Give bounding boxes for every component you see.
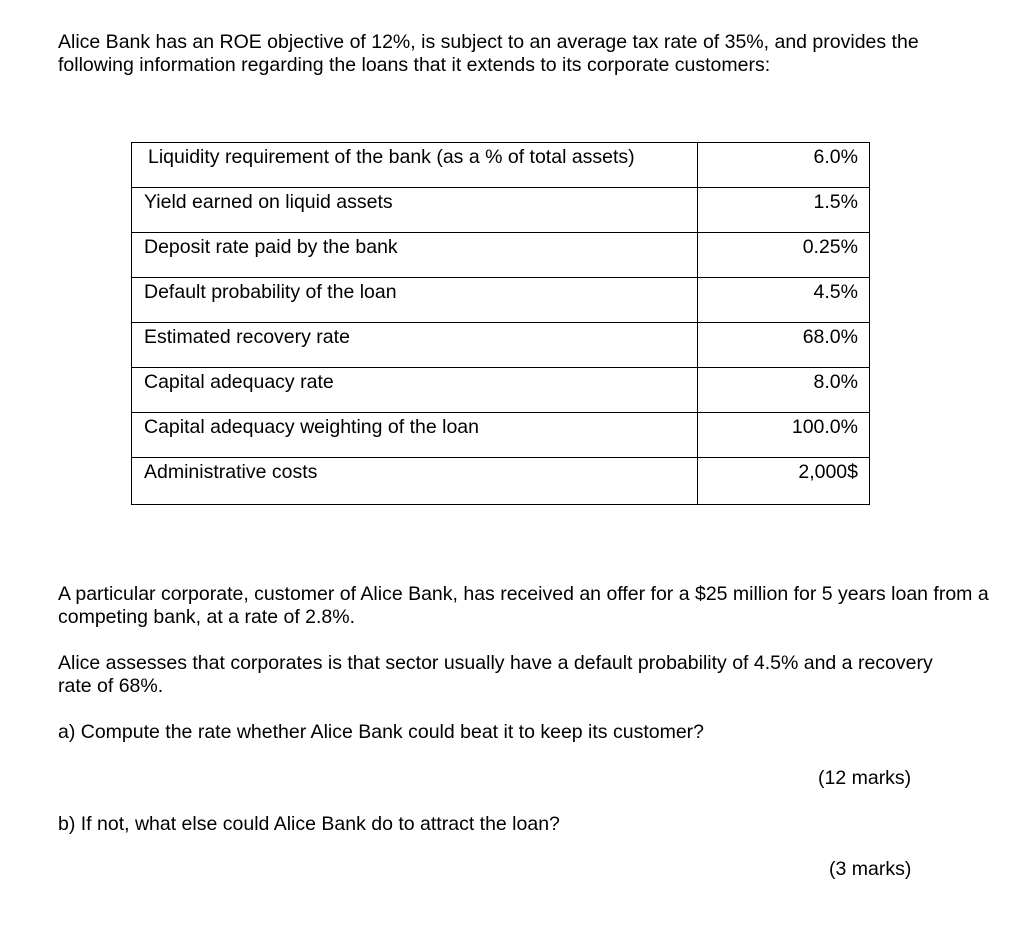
table-row [132, 278, 870, 323]
row-label: Estimated recovery rate [132, 323, 698, 368]
intro-paragraph: Alice Bank has an ROE objective of 12%, is subject to an average tax rate of 35%, and provides the following information regarding the loans that it extends to its corporate customers: [58, 31, 919, 76]
question-a: a) Compute the rate whether Alice Bank could beat it to keep its customer? [58, 721, 705, 743]
row-value: 2,000$ [698, 458, 870, 505]
table-row [132, 233, 870, 278]
row-label: Capital adequacy rate [132, 368, 698, 413]
row-label: Liquidity requirement of the bank (as a % of total assets) [132, 143, 698, 188]
table-row [132, 458, 870, 505]
row-value: 4.5% [698, 278, 870, 323]
question-a-marks: (12 marks) [818, 767, 912, 789]
row-value: 8.0% [698, 368, 870, 413]
row-value: 6.0% [698, 143, 870, 188]
table-row [132, 143, 870, 188]
assessment-paragraph: Alice assesses that corporates is that sector usually have a default probability of 4.5% and a recovery rate of 68%. [58, 652, 933, 697]
question-b-marks: (3 marks) [829, 858, 912, 880]
table-row [132, 413, 870, 458]
row-label: Default probability of the loan [132, 278, 698, 323]
offer-paragraph: A particular corporate, customer of Alice Bank, has received an offer for a $25 million for 5 years loan from a competing bank, at a rate of 2.8%. [58, 583, 989, 628]
row-label: Administrative costs [132, 458, 698, 505]
row-label: Deposit rate paid by the bank [132, 233, 698, 278]
table-row [132, 368, 870, 413]
question-b: b) If not, what else could Alice Bank do to attract the loan? [58, 813, 560, 835]
table-row [132, 188, 870, 233]
row-value: 68.0% [698, 323, 870, 368]
table-row [132, 323, 870, 368]
row-value: 0.25% [698, 233, 870, 278]
row-value: 1.5% [698, 188, 870, 233]
row-value: 100.0% [698, 413, 870, 458]
row-label: Capital adequacy weighting of the loan [132, 413, 698, 458]
row-label: Yield earned on liquid assets [132, 188, 698, 233]
loan-info-table [131, 142, 870, 505]
